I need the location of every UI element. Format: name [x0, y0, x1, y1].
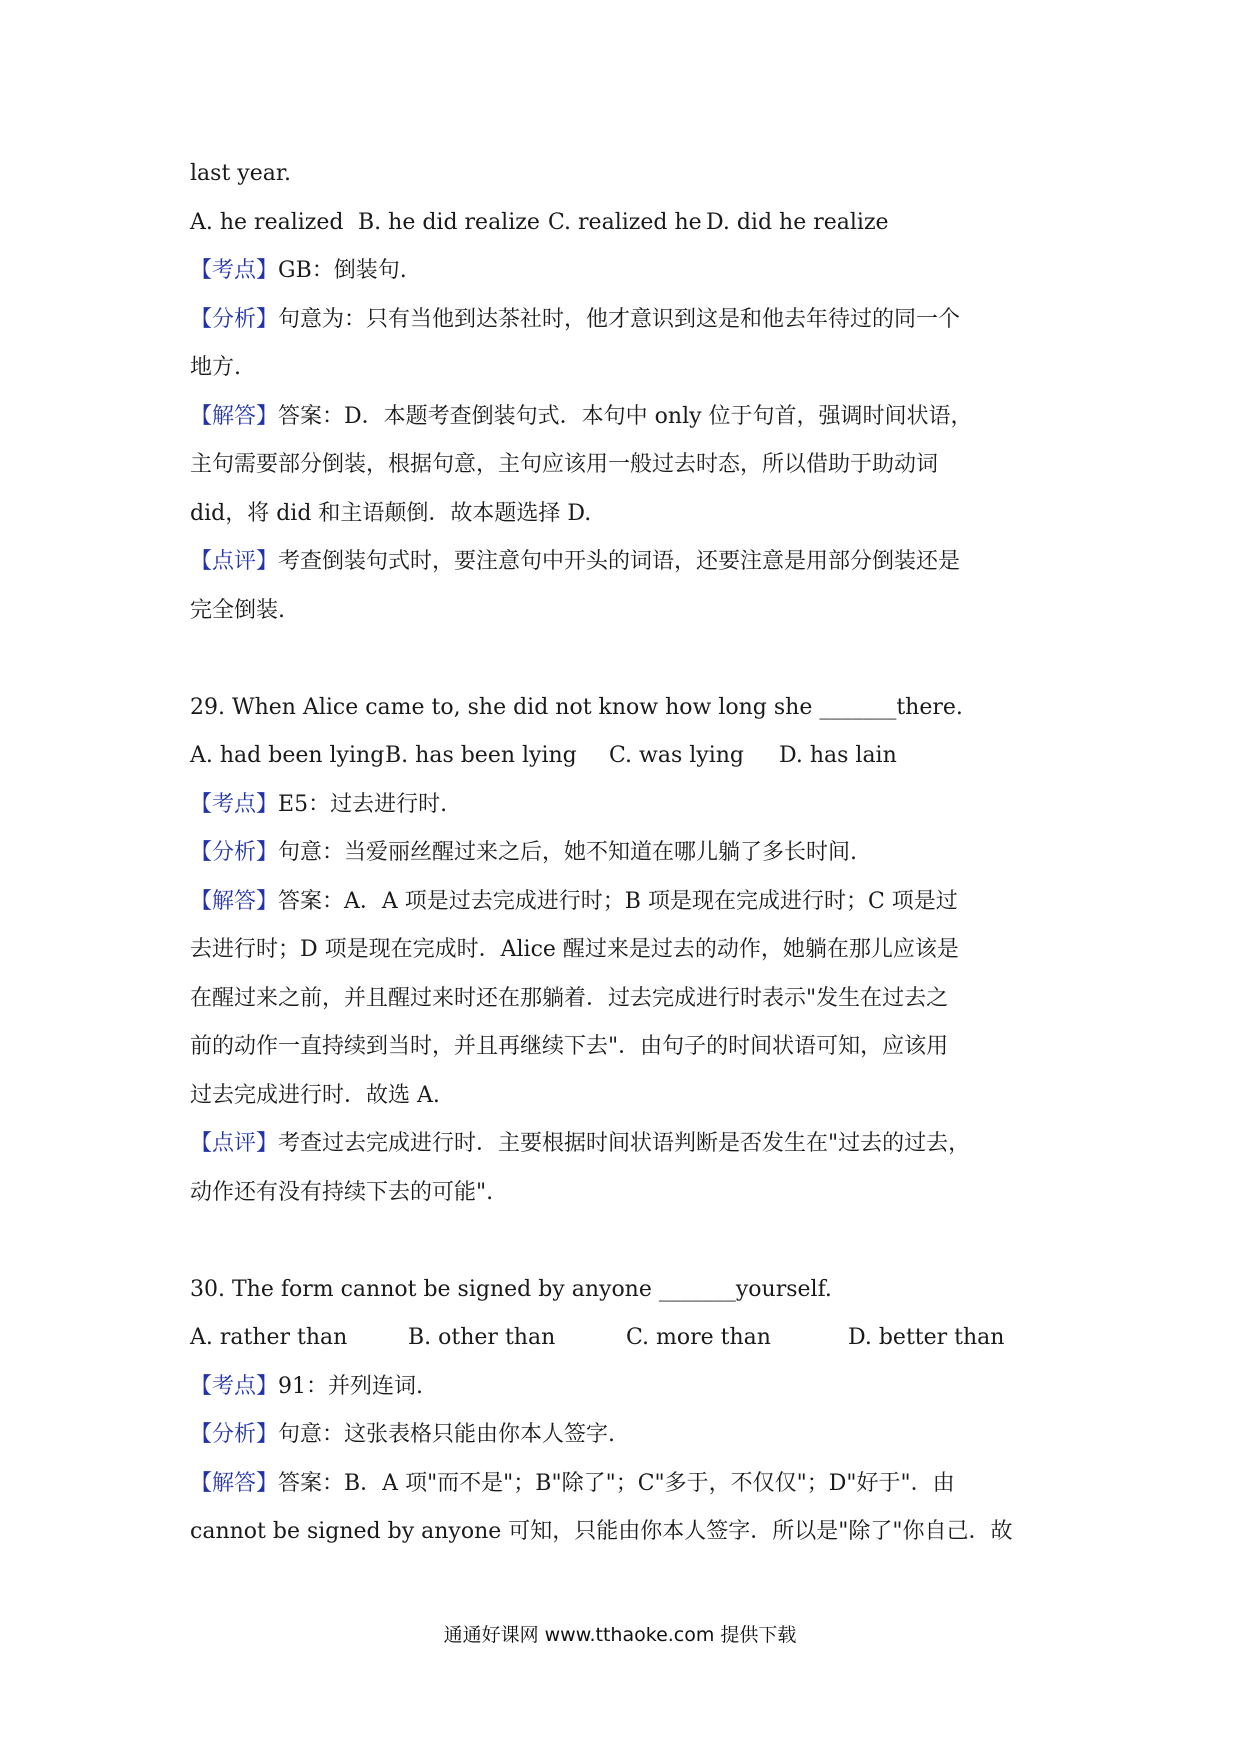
- document-page: [190, 150, 1070, 1557]
- q28-option-c: C. realized he: [548, 209, 702, 235]
- q28-jieda: 【解答】答案：D．本题考查倒装句式．本句中 only 位于句首，强调时间状语，: [190, 403, 973, 429]
- dianping-tag: 【点评】: [190, 1131, 279, 1156]
- q28-option-d: D. did he realize: [706, 209, 889, 235]
- q28-jieda-line: did，将 did 和主语颠倒．故本题选择 D.: [190, 500, 592, 526]
- q29-fenxi: 【分析】句意：当爱丽丝醒过来之后，她不知道在哪儿躺了多长时间.: [190, 840, 858, 865]
- q29-dianping-line: 动作还有没有持续下去的可能".: [190, 1179, 494, 1205]
- q29-option-d: D. has lain: [779, 743, 897, 768]
- q28-dianping-line: 完全倒装.: [190, 597, 285, 623]
- kaodian-tag: 【考点】: [190, 258, 279, 283]
- q29-option-c: C. was lying: [609, 743, 745, 768]
- q29-kaodian: 【考点】E5：过去进行时.: [190, 791, 448, 817]
- q28-option-a: A. he realized: [190, 209, 344, 235]
- q29-dianping: 【点评】考查过去完成进行时．主要根据时间状语判断是否发生在"过去的过去，: [190, 1131, 971, 1156]
- q30-options: [190, 1314, 1070, 1363]
- q29-jieda-line: 过去完成进行时．故选 A.: [190, 1082, 440, 1108]
- q30-kaodian: 【考点】91：并列连词.: [190, 1373, 424, 1399]
- q28-fenxi: 【分析】句意为：只有当他到达茶社时，他才意识到这是和他去年待过的同一个: [190, 306, 961, 332]
- kaodian-tag: 【考点】: [190, 1373, 279, 1399]
- q29-jieda-line: 前的动作一直持续到当时，并且再继续下去"．由句子的时间状语可知，应该用: [190, 1034, 949, 1059]
- q30-option-a: A. rather than: [190, 1325, 348, 1350]
- fenxi-tag: 【分析】: [190, 840, 279, 865]
- q30-jieda: 【解答】答案：B．A 项"而不是"；B"除了"；C"多于，不仅仅"；D"好于"．由: [190, 1470, 955, 1496]
- jieda-tag: 【解答】: [190, 1470, 279, 1496]
- q28-dianping: 【点评】考查倒装句式时，要注意句中开头的词语，还要注意是用部分倒装还是: [190, 549, 961, 574]
- q29-jieda-line: 去进行时；D 项是现在完成时．Alice 醒过来是过去的动作，她躺在那儿应该是: [190, 937, 959, 962]
- q28-options: [190, 199, 1070, 248]
- q30-option-d: D. better than: [848, 1325, 1005, 1350]
- q28-kaodian: 【考点】GB：倒装句.: [190, 258, 407, 283]
- q30-option-c: C. more than: [626, 1325, 771, 1350]
- q29-jieda: 【解答】答案：A．A 项是过去完成进行时；B 项是现在完成进行时；C 项是过: [190, 888, 958, 914]
- q29-jieda-line: 在醒过来之前，并且醒过来时还在那躺着．过去完成进行时表示"发生在过去之: [190, 985, 949, 1011]
- q29-options: [190, 732, 1070, 781]
- q28-option-b: B. he did realize: [358, 209, 540, 235]
- q30-jieda-line: cannot be signed by anyone 可知，只能由你本人签字．所以是"除了"你自己．故: [190, 1519, 1013, 1544]
- kaodian-tag: 【考点】: [190, 791, 279, 817]
- q29-option-b: B. has been lying: [385, 743, 577, 768]
- dianping-tag: 【点评】: [190, 549, 279, 574]
- jieda-tag: 【解答】: [190, 888, 279, 914]
- fenxi-tag: 【分析】: [190, 1422, 279, 1447]
- q29-option-a: A. had been lying: [190, 743, 385, 768]
- q28-jieda-line: 主句需要部分倒装，根据句意，主句应该用一般过去时态，所以借助于助动词: [190, 452, 939, 477]
- q30-stem: 30. The form cannot be signed by anyone _______yourself.: [190, 1276, 832, 1302]
- q30-fenxi: 【分析】句意：这张表格只能由你本人签字.: [190, 1422, 616, 1447]
- q30-option-b: B. other than: [408, 1325, 556, 1350]
- page-footer: 通通好课网 www.tthaoke.com 提供下载: [443, 1624, 797, 1646]
- q28-fenxi-line: 地方.: [190, 355, 241, 380]
- jieda-tag: 【解答】: [190, 403, 279, 429]
- fenxi-tag: 【分析】: [190, 306, 279, 332]
- q29-stem: 29. When Alice came to, she did not know how long she _______there.: [190, 694, 963, 720]
- q28-stem-continuation: last year.: [190, 161, 291, 186]
